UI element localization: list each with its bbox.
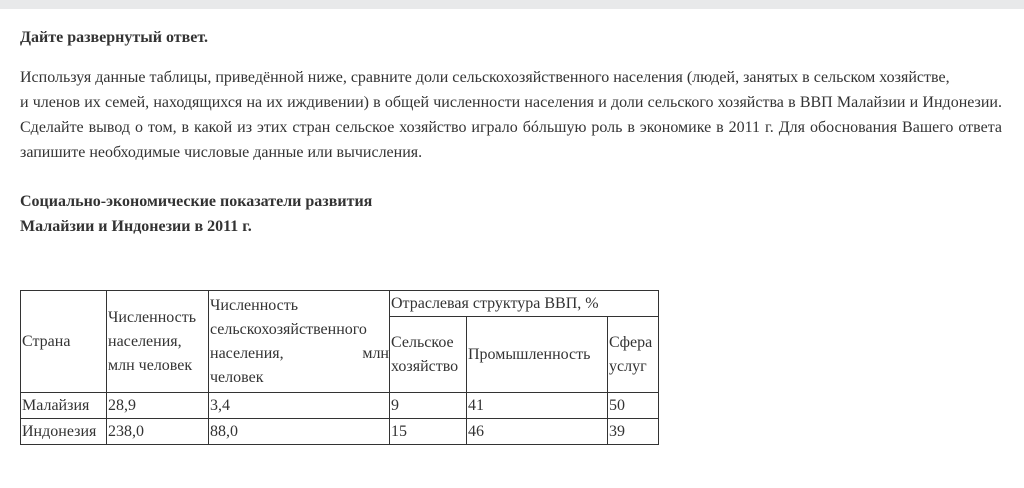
cell-services: 39: [608, 419, 659, 445]
table-header-row: [21, 291, 659, 317]
table-title-line-1: Социально-экономические показатели развития: [20, 193, 373, 210]
table-title-line-2: Малайзии и Индонезии в 2011 г.: [20, 218, 252, 235]
table-row: [21, 393, 659, 419]
cell-agriculture: 15: [390, 419, 467, 445]
header-agri-population: [209, 291, 390, 393]
cell-population: 238,0: [107, 419, 209, 445]
top-bar: [0, 0, 1024, 9]
header-population: Численность населения, млн человек: [107, 291, 209, 393]
header-agri-population-line-2: населения, млн: [210, 344, 389, 362]
cell-population: 28,9: [107, 393, 209, 419]
table-row: [21, 419, 659, 445]
data-table: [20, 290, 659, 445]
header-agri-population-line-3: человек: [210, 368, 264, 386]
task-content: [20, 25, 1002, 440]
header-agriculture: Сельское хозяйство: [390, 317, 467, 393]
task-heading: Дайте развернутый ответ.: [20, 29, 208, 46]
task-paragraph-2: и членов их семей, находящихся на их иждивении) в общей численности населения и доли сельского хозяйства в ВВП Малайзии и Индонезии. Сделайте вывод о том, в какой из этих стран сельское хозяйство играло бóльшую роль в экономике в 2011 г. Для обоснования Вашего ответа запишите необходимые числовые данные или вычисления.: [20, 94, 1002, 161]
task-paragraph-1: Используя данные таблицы, приведённой ниже, сравните доли сельскохозяйственного населения (людей, занятых в сельском хозяйстве,: [20, 69, 950, 86]
cell-services: 50: [608, 393, 659, 419]
cell-industry: 41: [467, 393, 608, 419]
cell-country: Индонезия: [21, 419, 107, 445]
header-industry: Промышленность: [467, 317, 608, 393]
header-country: Страна: [21, 291, 107, 393]
cell-industry: 46: [467, 419, 608, 445]
cell-agri-population: 3,4: [209, 393, 390, 419]
header-gdp-structure: Отраслевая структура ВВП, %: [390, 291, 659, 317]
table-title: [20, 189, 1002, 239]
header-agri-population-line-1: Численность сельскохозяйственного: [210, 296, 367, 338]
cell-country: Малайзия: [21, 393, 107, 419]
cell-agriculture: 9: [390, 393, 467, 419]
header-services: Сфера услуг: [608, 317, 659, 393]
cell-agri-population: 88,0: [209, 419, 390, 445]
